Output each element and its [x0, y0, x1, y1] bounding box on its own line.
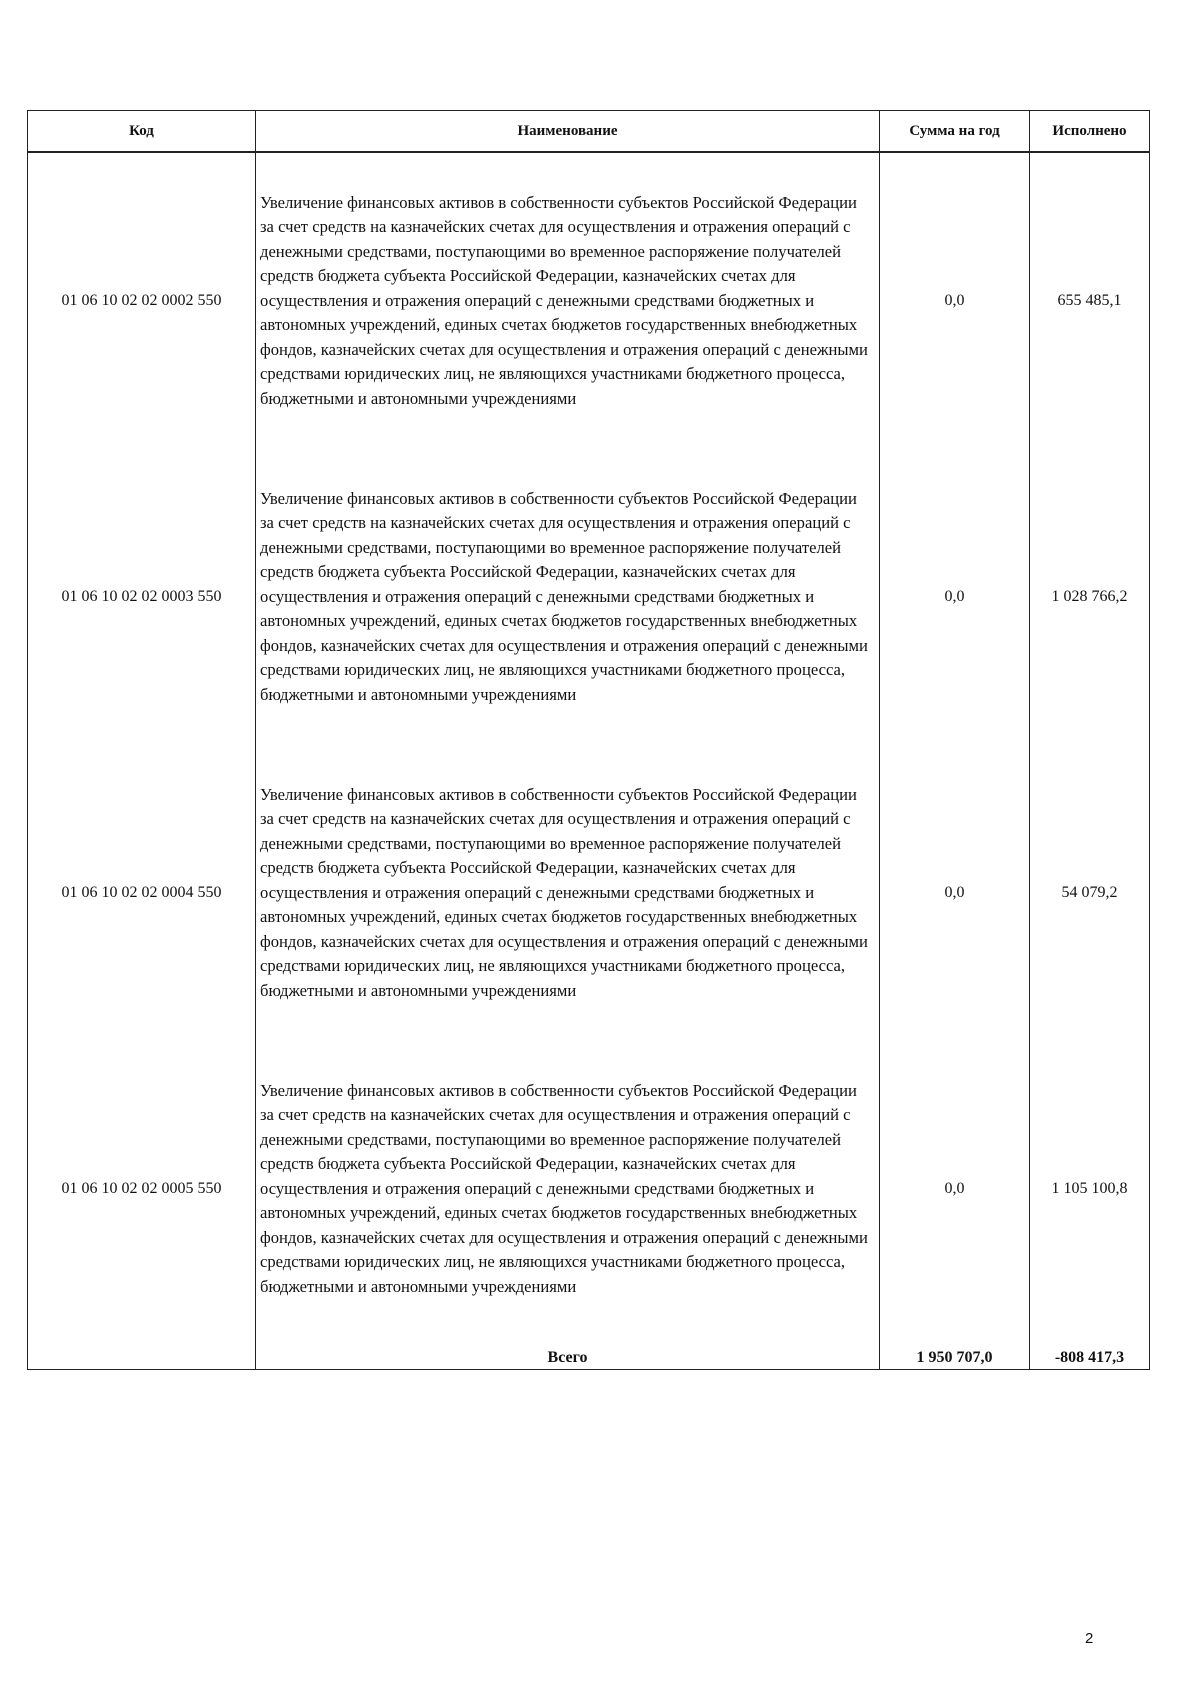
row-plan: 0,0 [880, 449, 1030, 745]
row-name: Увеличение финансовых активов в собственности субъектов Российской Федерации за счет средств на казначейских счетах для осуществления и отражения операций с денежными средствами, поступающими во временное распоряжение получателей средств бюджета субъекта Российской Федерации, казначейских счетах для осуществления и отражения операций с денежными средствами бюджетных и автономных учреждений, единых счетах бюджетов государственных внебюджетных фондов, казначейских счетах для осуществления и отражения операций с денежными средствами юридических лиц, не являющихся участниками бюджетного процесса, бюджетными и автономными учреждениями [256, 449, 880, 745]
row-name: Увеличение финансовых активов в собственности субъектов Российской Федерации за счет средств на казначейских счетах для осуществления и отражения операций с денежными средствами, поступающими во временное распоряжение получателей средств бюджета субъекта Российской Федерации, казначейских счетах для осуществления и отражения операций с денежными средствами бюджетных и автономных учреждений, единых счетах бюджетов государственных внебюджетных фондов, казначейских счетах для осуществления и отражения операций с денежными средствами юридических лиц, не являющихся участниками бюджетного процесса, бюджетными и автономными учреждениями [256, 1041, 880, 1337]
total-code-cell [28, 1337, 256, 1370]
row-name: Увеличение финансовых активов в собственности субъектов Российской Федерации за счет средств на казначейских счетах для осуществления и отражения операций с денежными средствами, поступающими во временное распоряжение получателей средств бюджета субъекта Российской Федерации, казначейских счетах для осуществления и отражения операций с денежными средствами бюджетных и автономных учреждений, единых счетах бюджетов государственных внебюджетных фондов, казначейских счетах для осуществления и отражения операций с денежными средствами юридических лиц, не являющихся участниками бюджетного процесса, бюджетными и автономными учреждениями [256, 152, 880, 449]
header-code: Код [28, 111, 256, 153]
total-label: Всего [256, 1337, 880, 1370]
row-done: 655 485,1 [1030, 152, 1150, 449]
total-row [28, 1337, 1150, 1370]
budget-sources-table [27, 110, 1150, 1370]
row-code: 01 06 10 02 02 0003 550 [28, 449, 256, 745]
row-code: 01 06 10 02 02 0002 550 [28, 152, 256, 449]
total-plan: 1 950 707,0 [880, 1337, 1030, 1370]
header-name: Наименование [256, 111, 880, 153]
header-plan: Сумма на год [880, 111, 1030, 153]
row-done: 54 079,2 [1030, 745, 1150, 1041]
row-done: 1 028 766,2 [1030, 449, 1150, 745]
row-plan: 0,0 [880, 1041, 1030, 1337]
table-row [28, 449, 1150, 745]
row-code: 01 06 10 02 02 0005 550 [28, 1041, 256, 1337]
row-code: 01 06 10 02 02 0004 550 [28, 745, 256, 1041]
total-done: -808 417,3 [1030, 1337, 1150, 1370]
header-done: Исполнено [1030, 111, 1150, 153]
row-plan: 0,0 [880, 745, 1030, 1041]
document-page [27, 110, 1149, 1370]
row-done: 1 105 100,8 [1030, 1041, 1150, 1337]
table-header-row [28, 111, 1150, 153]
table-row [28, 745, 1150, 1041]
row-name: Увеличение финансовых активов в собственности субъектов Российской Федерации за счет средств на казначейских счетах для осуществления и отражения операций с денежными средствами, поступающими во временное распоряжение получателей средств бюджета субъекта Российской Федерации, казначейских счетах для осуществления и отражения операций с денежными средствами бюджетных и автономных учреждений, единых счетах бюджетов государственных внебюджетных фондов, казначейских счетах для осуществления и отражения операций с денежными средствами юридических лиц, не являющихся участниками бюджетного процесса, бюджетными и автономными учреждениями [256, 745, 880, 1041]
row-plan: 0,0 [880, 152, 1030, 449]
table-row [28, 1041, 1150, 1337]
table-row [28, 152, 1150, 449]
page-number: 2 [1085, 1630, 1094, 1647]
